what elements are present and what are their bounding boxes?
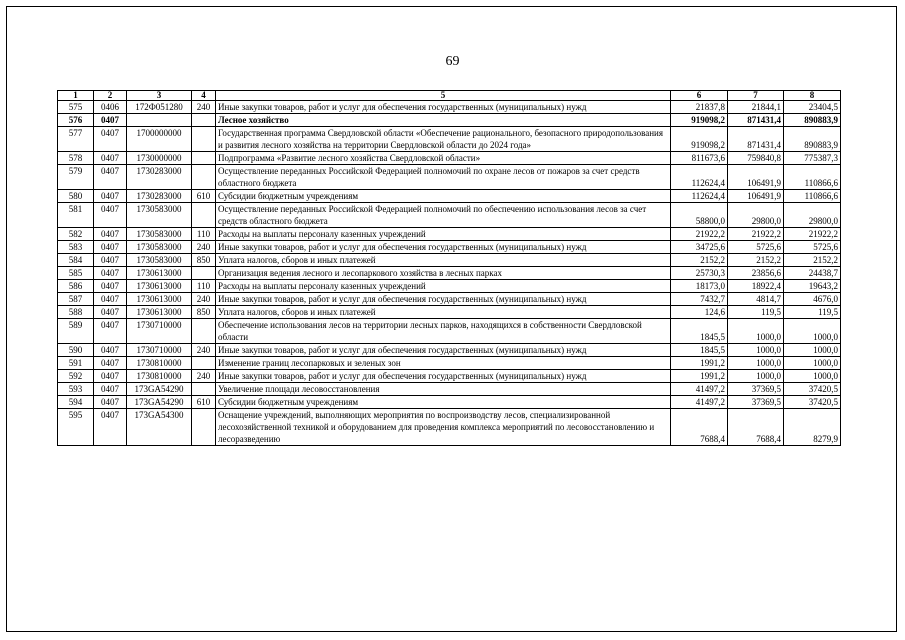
section-code: 0407 — [94, 114, 127, 127]
expense-type-code: 240 — [192, 101, 216, 114]
row-number: 575 — [58, 101, 94, 114]
expense-type-code: 110 — [192, 280, 216, 293]
column-header: 3 — [127, 91, 192, 101]
expense-type-code — [192, 319, 216, 344]
amount-year-2: 21844,1 — [728, 101, 784, 114]
amount-year-3: 29800,0 — [784, 203, 841, 228]
amount-year-3: 110866,6 — [784, 165, 841, 190]
row-number: 593 — [58, 383, 94, 396]
section-code: 0407 — [94, 396, 127, 409]
expense-name: Иные закупки товаров, работ и услуг для обеспечения государственных (муниципальных) нужд — [216, 344, 671, 357]
table-row — [58, 409, 841, 446]
amount-year-1: 811673,6 — [671, 152, 728, 165]
section-code: 0407 — [94, 190, 127, 203]
table-row — [58, 357, 841, 370]
section-code: 0407 — [94, 127, 127, 152]
amount-year-1: 41497,2 — [671, 383, 728, 396]
amount-year-2: 1000,0 — [728, 370, 784, 383]
row-number: 585 — [58, 267, 94, 280]
target-code: 173GA54290 — [127, 383, 192, 396]
table-row — [58, 228, 841, 241]
expense-name: Осуществление переданных Российской Федерацией полномочий по обеспечению использования лесов за счет средств областного бюджета — [216, 203, 671, 228]
expense-name: Увеличение площади лесовосстановления — [216, 383, 671, 396]
target-code: 1730613000 — [127, 280, 192, 293]
target-code: 173GA54300 — [127, 409, 192, 446]
expense-type-code: 240 — [192, 344, 216, 357]
section-code: 0407 — [94, 409, 127, 446]
amount-year-3: 5725,6 — [784, 241, 841, 254]
target-code: 1730710000 — [127, 344, 192, 357]
table-row — [58, 127, 841, 152]
amount-year-3: 119,5 — [784, 306, 841, 319]
amount-year-1: 21837,8 — [671, 101, 728, 114]
expense-type-code — [192, 152, 216, 165]
row-number: 580 — [58, 190, 94, 203]
row-number: 583 — [58, 241, 94, 254]
expense-type-code: 850 — [192, 254, 216, 267]
amount-year-3: 4676,0 — [784, 293, 841, 306]
page-number: 69 — [445, 54, 460, 69]
expense-name: Изменение границ лесопарковых и зеленых зон — [216, 357, 671, 370]
row-number: 594 — [58, 396, 94, 409]
target-code: 172Ф051280 — [127, 101, 192, 114]
amount-year-1: 112624,4 — [671, 165, 728, 190]
expense-type-code — [192, 127, 216, 152]
target-code: 1730613000 — [127, 306, 192, 319]
row-number: 584 — [58, 254, 94, 267]
expense-type-code — [192, 409, 216, 446]
budget-table — [57, 90, 841, 446]
column-header: 4 — [192, 91, 216, 101]
amount-year-2: 119,5 — [728, 306, 784, 319]
target-code — [127, 114, 192, 127]
amount-year-1: 1991,2 — [671, 370, 728, 383]
amount-year-2: 759840,8 — [728, 152, 784, 165]
expense-name: Государственная программа Свердловской области «Обеспечение рационального, безопасного природопользования и развития лесного хозяйства на территории Свердловской области до 2024 года» — [216, 127, 671, 152]
expense-name: Субсидии бюджетным учреждениям — [216, 190, 671, 203]
table-row — [58, 101, 841, 114]
row-number: 586 — [58, 280, 94, 293]
amount-year-1: 7688,4 — [671, 409, 728, 446]
amount-year-3: 23404,5 — [784, 101, 841, 114]
amount-year-2: 7688,4 — [728, 409, 784, 446]
expense-name: Расходы на выплаты персоналу казенных учреждений — [216, 228, 671, 241]
amount-year-3: 1000,0 — [784, 319, 841, 344]
table-row — [58, 190, 841, 203]
amount-year-2: 106491,9 — [728, 165, 784, 190]
amount-year-3: 2152,2 — [784, 254, 841, 267]
target-code: 1730810000 — [127, 370, 192, 383]
section-code: 0407 — [94, 254, 127, 267]
expense-type-code — [192, 383, 216, 396]
table-row — [58, 267, 841, 280]
amount-year-2: 18922,4 — [728, 280, 784, 293]
amount-year-1: 112624,4 — [671, 190, 728, 203]
expense-name: Осуществление переданных Российской Федерацией полномочий по охране лесов от пожаров за счет средств областного бюджета — [216, 165, 671, 190]
row-number: 579 — [58, 165, 94, 190]
row-number: 582 — [58, 228, 94, 241]
table-row — [58, 396, 841, 409]
amount-year-3: 8279,9 — [784, 409, 841, 446]
section-code: 0407 — [94, 306, 127, 319]
amount-year-3: 1000,0 — [784, 344, 841, 357]
table-row — [58, 203, 841, 228]
amount-year-3: 890883,9 — [784, 114, 841, 127]
table-row — [58, 344, 841, 357]
column-header: 5 — [216, 91, 671, 101]
target-code: 1730583000 — [127, 203, 192, 228]
amount-year-2: 37369,5 — [728, 396, 784, 409]
table-row — [58, 383, 841, 396]
amount-year-2: 1000,0 — [728, 344, 784, 357]
table-row — [58, 280, 841, 293]
amount-year-3: 775387,3 — [784, 152, 841, 165]
expense-name: Иные закупки товаров, работ и услуг для обеспечения государственных (муниципальных) нужд — [216, 241, 671, 254]
target-code: 1730000000 — [127, 152, 192, 165]
row-number: 590 — [58, 344, 94, 357]
expense-type-code: 850 — [192, 306, 216, 319]
table-row — [58, 293, 841, 306]
amount-year-1: 21922,2 — [671, 228, 728, 241]
amount-year-1: 18173,0 — [671, 280, 728, 293]
column-header: 2 — [94, 91, 127, 101]
target-code: 1730613000 — [127, 293, 192, 306]
amount-year-1: 25730,3 — [671, 267, 728, 280]
row-number: 591 — [58, 357, 94, 370]
amount-year-1: 7432,7 — [671, 293, 728, 306]
amount-year-1: 34725,6 — [671, 241, 728, 254]
amount-year-3: 1000,0 — [784, 370, 841, 383]
column-header: 1 — [58, 91, 94, 101]
amount-year-2: 37369,5 — [728, 383, 784, 396]
expense-name: Лесное хозяйство — [216, 114, 671, 127]
row-number: 587 — [58, 293, 94, 306]
expense-name: Иные закупки товаров, работ и услуг для обеспечения государственных (муниципальных) нужд — [216, 293, 671, 306]
section-code: 0407 — [94, 383, 127, 396]
table-row — [58, 319, 841, 344]
expense-name: Субсидии бюджетным учреждениям — [216, 396, 671, 409]
amount-year-3: 24438,7 — [784, 267, 841, 280]
expense-type-code: 110 — [192, 228, 216, 241]
section-code: 0407 — [94, 228, 127, 241]
section-code: 0407 — [94, 280, 127, 293]
amount-year-3: 37420,5 — [784, 396, 841, 409]
amount-year-1: 1845,5 — [671, 319, 728, 344]
section-code: 0407 — [94, 267, 127, 280]
amount-year-1: 919098,2 — [671, 114, 728, 127]
column-header: 8 — [784, 91, 841, 101]
amount-year-3: 19643,2 — [784, 280, 841, 293]
amount-year-2: 1000,0 — [728, 357, 784, 370]
amount-year-2: 1000,0 — [728, 319, 784, 344]
expense-type-code — [192, 357, 216, 370]
row-number: 592 — [58, 370, 94, 383]
amount-year-2: 2152,2 — [728, 254, 784, 267]
row-number: 577 — [58, 127, 94, 152]
amount-year-1: 41497,2 — [671, 396, 728, 409]
table-body — [58, 101, 841, 446]
amount-year-2: 21922,2 — [728, 228, 784, 241]
row-number: 589 — [58, 319, 94, 344]
expense-type-code — [192, 203, 216, 228]
table-row — [58, 370, 841, 383]
table-row — [58, 114, 841, 127]
row-number: 595 — [58, 409, 94, 446]
section-code: 0407 — [94, 241, 127, 254]
amount-year-1: 58800,0 — [671, 203, 728, 228]
row-number: 588 — [58, 306, 94, 319]
section-code: 0407 — [94, 293, 127, 306]
amount-year-3: 110866,6 — [784, 190, 841, 203]
amount-year-3: 21922,2 — [784, 228, 841, 241]
target-code: 1730613000 — [127, 267, 192, 280]
expense-type-code — [192, 267, 216, 280]
section-code: 0407 — [94, 344, 127, 357]
row-number: 581 — [58, 203, 94, 228]
expense-name: Подпрограмма «Развитие лесного хозяйства Свердловской области» — [216, 152, 671, 165]
target-code: 1730583000 — [127, 228, 192, 241]
expense-name: Обеспечение использования лесов на территории лесных парков, находящихся в собственности Свердловской области — [216, 319, 671, 344]
target-code: 1730583000 — [127, 241, 192, 254]
row-number: 578 — [58, 152, 94, 165]
column-header: 7 — [728, 91, 784, 101]
target-code: 1730283000 — [127, 165, 192, 190]
amount-year-3: 1000,0 — [784, 357, 841, 370]
target-code: 1730710000 — [127, 319, 192, 344]
section-code: 0407 — [94, 357, 127, 370]
expense-type-code — [192, 165, 216, 190]
table-row — [58, 254, 841, 267]
section-code: 0407 — [94, 165, 127, 190]
expense-name: Оснащение учреждений, выполняющих мероприятия по воспроизводству лесов, специализированной лесохозяйственной техникой и оборудованием для проведения комплекса мероприятий по лесовосстановлению и лесоразведению — [216, 409, 671, 446]
expense-name: Расходы на выплаты персоналу казенных учреждений — [216, 280, 671, 293]
target-code: 1730283000 — [127, 190, 192, 203]
table-row — [58, 306, 841, 319]
amount-year-2: 23856,6 — [728, 267, 784, 280]
amount-year-1: 2152,2 — [671, 254, 728, 267]
table-row — [58, 241, 841, 254]
section-code: 0406 — [94, 101, 127, 114]
expense-type-code: 240 — [192, 293, 216, 306]
amount-year-1: 1845,5 — [671, 344, 728, 357]
expense-type-code: 610 — [192, 396, 216, 409]
expense-type-code: 240 — [192, 241, 216, 254]
expense-name: Организация ведения лесного и лесопаркового хозяйства в лесных парках — [216, 267, 671, 280]
expense-name: Иные закупки товаров, работ и услуг для обеспечения государственных (муниципальных) нужд — [216, 370, 671, 383]
row-number: 576 — [58, 114, 94, 127]
target-code: 1730810000 — [127, 357, 192, 370]
amount-year-1: 919098,2 — [671, 127, 728, 152]
amount-year-2: 29800,0 — [728, 203, 784, 228]
expense-name: Иные закупки товаров, работ и услуг для обеспечения государственных (муниципальных) нужд — [216, 101, 671, 114]
amount-year-1: 124,6 — [671, 306, 728, 319]
section-code: 0407 — [94, 203, 127, 228]
table-header-row — [58, 91, 841, 101]
amount-year-2: 5725,6 — [728, 241, 784, 254]
target-code: 1730583000 — [127, 254, 192, 267]
table-row — [58, 152, 841, 165]
expense-type-code — [192, 114, 216, 127]
column-header: 6 — [671, 91, 728, 101]
amount-year-2: 871431,4 — [728, 127, 784, 152]
amount-year-3: 890883,9 — [784, 127, 841, 152]
amount-year-1: 1991,2 — [671, 357, 728, 370]
amount-year-3: 37420,5 — [784, 383, 841, 396]
section-code: 0407 — [94, 370, 127, 383]
table-row — [58, 165, 841, 190]
target-code: 1700000000 — [127, 127, 192, 152]
amount-year-2: 106491,9 — [728, 190, 784, 203]
expense-type-code: 610 — [192, 190, 216, 203]
amount-year-2: 4814,7 — [728, 293, 784, 306]
section-code: 0407 — [94, 319, 127, 344]
expense-name: Уплата налогов, сборов и иных платежей — [216, 306, 671, 319]
expense-name: Уплата налогов, сборов и иных платежей — [216, 254, 671, 267]
expense-type-code: 240 — [192, 370, 216, 383]
target-code: 173GA54290 — [127, 396, 192, 409]
section-code: 0407 — [94, 152, 127, 165]
amount-year-2: 871431,4 — [728, 114, 784, 127]
